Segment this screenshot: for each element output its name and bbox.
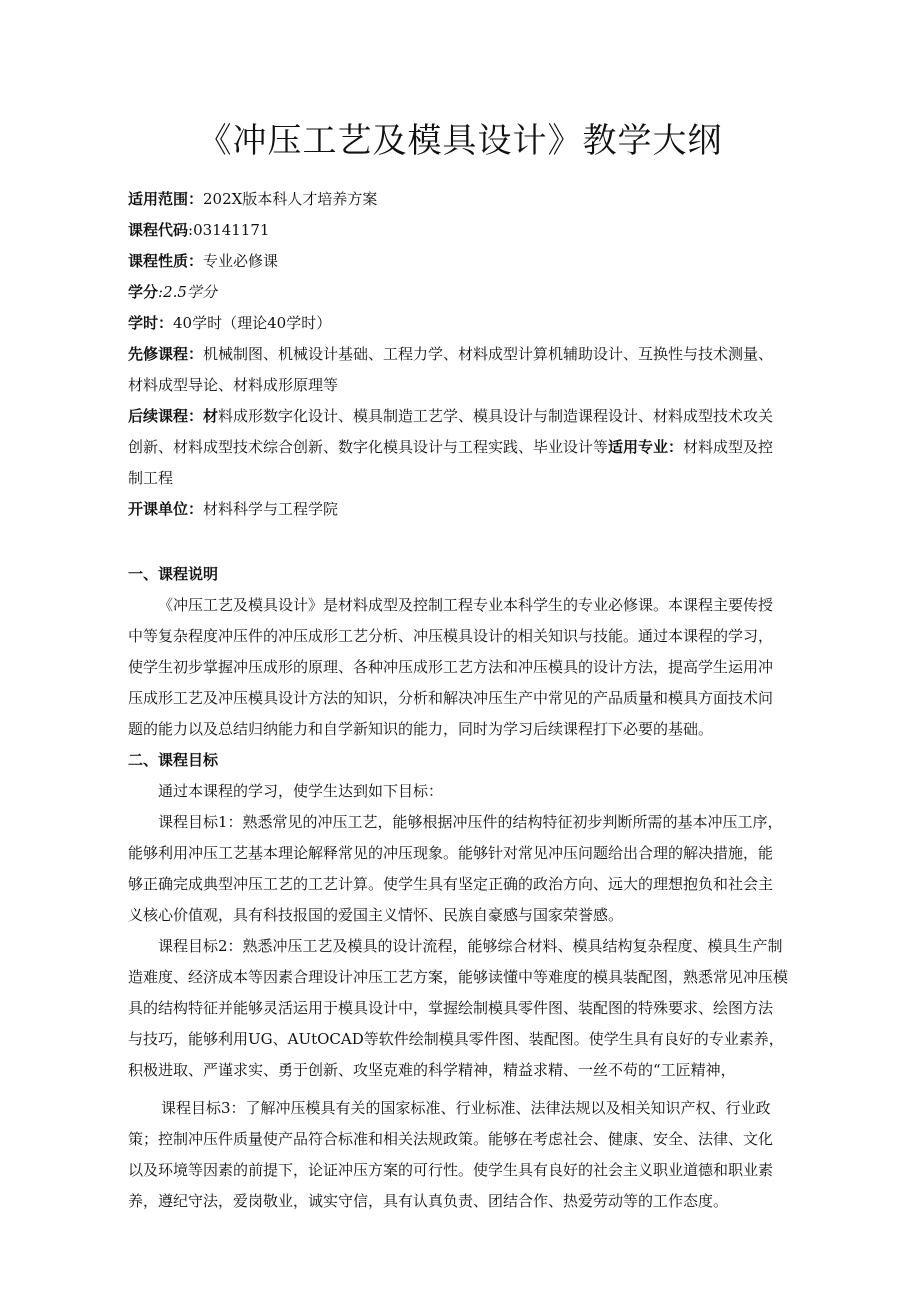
- goal2-line: 具的结构特征并能够灵活运用于模具设计中，掌握绘制模具零件图、装配图的特殊要求、绘图方法: [128, 999, 774, 1017]
- nature-row: [128, 246, 796, 277]
- scope-label: 适用范围：: [128, 190, 204, 208]
- course-meta: [128, 184, 796, 525]
- code-label: 课程代码: [128, 221, 189, 239]
- goal1-line: 够正确完成典型冲压工艺的工艺计算。使学生具有坚定正确的政治方向、远大的理想抱负和社会主: [128, 875, 774, 893]
- prereq-row: [128, 339, 796, 370]
- goal3-line: 策；控制冲压件质量使产品符合标准和相关法规政策。能够在考虑社会、健康、安全、法律、文化: [128, 1130, 774, 1148]
- goal1-line: 课程目标1：熟悉常见的冲压工艺，能够根据冲压件的结构特征初步判断所需的基本冲压工序，: [158, 813, 783, 831]
- follow-label: 后续课程：: [128, 407, 204, 425]
- goal2-line: 课程目标2：熟悉冲压工艺及模具的设计流程，能够综合材料、模具结构复杂程度、模具生产制: [158, 937, 783, 955]
- section1-body: [128, 590, 796, 745]
- credit-label: 学分: [128, 283, 159, 301]
- goal1-paragraph: [128, 807, 796, 931]
- code-value: :03141171: [188, 221, 270, 239]
- hours-row: [128, 308, 796, 339]
- goal2-line: 造难度、经济成本等因素合理设计冲压工艺方案，能够读懂中等难度的模具装配图，熟悉常见冲压模: [128, 968, 789, 986]
- goal2-paragraph: [128, 931, 796, 1086]
- unit-label: 开课单位：: [128, 500, 204, 518]
- follow-row: [128, 401, 796, 432]
- section1-line: 题的能力以及总结归纳能力和自学新知识的能力，同时为学习后续课程打下必要的基础。: [128, 720, 714, 738]
- major-value-1: 材料成型及控: [683, 438, 774, 456]
- section1-line: 压成形工艺及冲压模具设计方法的知识，分析和解决冲压生产中常见的产品质量和模具方面技术问: [128, 689, 774, 707]
- unit-value: 材料科学与工程学院: [203, 500, 339, 518]
- hours-value: 40学时（理论40学时）: [173, 314, 332, 332]
- prereq-label: 先修课程：: [128, 345, 204, 363]
- prereq-line1: 机械制图、机械设计基础、工程力学、材料成型计算机辅助设计、互换性与技术测量、: [203, 345, 774, 363]
- goal3-line: 养，遵纪守法，爱岗敬业，诚实守信，具有认真负责、团结合作、热爱劳动等的工作态度。: [128, 1192, 729, 1210]
- follow-row-2: [128, 432, 796, 463]
- major-row-2: [128, 463, 796, 494]
- scope-row: [128, 184, 796, 215]
- section1-heading: 一、课程说明: [128, 565, 219, 583]
- goal3-line: 课程目标3：了解冲压模具有关的国家标准、行业标准、法律法规以及相关知识产权、行业政: [161, 1099, 771, 1117]
- section1-line: 使学生初步掌握冲压成形的原理、各种冲压成形工艺方法和冲压模具的设计方法，提高学生运用冲: [128, 658, 774, 676]
- goal2-line: 与技巧，能够利用UG、AUtOCAD等软件绘制模具零件图、装配图。使学生具有良好的专业素养，: [128, 1030, 784, 1048]
- prereq-row-2: [128, 370, 796, 401]
- goal1-line: 义核心价值观，具有科技报国的爱国主义情怀、民族自豪感与国家荣誉感。: [128, 906, 624, 924]
- major-value-2: 制工程: [128, 469, 174, 487]
- follow-line1: 料成形数字化设计、模具制造工艺学、模具设计与制造课程设计、材料成型技术攻关: [218, 407, 774, 425]
- goal2-line: 积极进取、严谨求实、勇于创新、攻坚克难的科学精神，精益求精、一丝不苟的“工匠精神，: [128, 1061, 736, 1079]
- section2-intro-line: 通过本课程的学习，使学生达到如下目标：: [158, 782, 444, 800]
- section2-intro: [128, 776, 796, 807]
- unit-row: [128, 494, 796, 525]
- prereq-line2: 材料成型导论、材料成形原理等: [128, 376, 339, 394]
- document-title: 《冲压工艺及模具设计》教学大纲: [197, 121, 723, 161]
- goal3-line: 以及环境等因素的前提下，论证冲压方案的可行性。使学生具有良好的社会主义职业道德和职业素: [128, 1161, 774, 1179]
- section1-line: 中等复杂程度冲压件的冲压成形工艺分析、冲压模具设计的相关知识与技能。通过本课程的学习，: [128, 627, 774, 645]
- goal3-paragraph: [128, 1093, 796, 1217]
- credit-row: [128, 277, 796, 308]
- follow-line2: 创新、材料成型技术综合创新、数字化模具设计与工程实践、毕业设计等: [128, 438, 609, 456]
- major-label: 适用专业：: [608, 438, 684, 456]
- follow-first-char: 材: [203, 407, 219, 425]
- nature-value: 专业必修课: [203, 252, 279, 270]
- section2-heading: 二、课程目标: [128, 751, 219, 769]
- scope-value: 202X版本科人才培养方案: [203, 190, 378, 208]
- hours-label: 学时：: [128, 314, 174, 332]
- section1-line: 《冲压工艺及模具设计》是材料成型及控制工程专业本科学生的专业必修课。本课程主要传授: [158, 596, 774, 614]
- goal1-line: 能够利用冲压工艺基本理论解释常见的冲压现象。能够针对常见冲压问题给出合理的解决措施，能: [128, 844, 774, 862]
- credit-value: :2.5学分: [158, 283, 217, 301]
- code-row: [128, 215, 796, 246]
- nature-label: 课程性质：: [128, 252, 204, 270]
